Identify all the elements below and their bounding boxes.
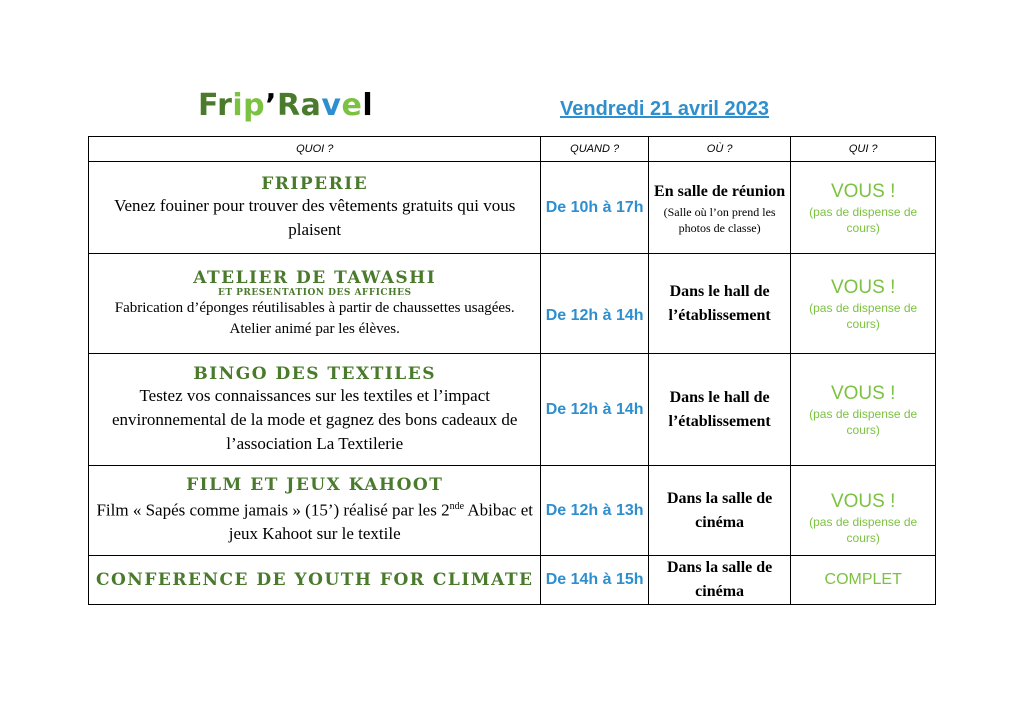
logo-part: ’ <box>265 88 278 123</box>
table-row <box>89 556 936 605</box>
header-ou: OÙ ? <box>648 137 791 162</box>
location-cell <box>648 254 791 354</box>
location-value: Dans la salle de cinéma <box>666 489 773 531</box>
activity-description: Venez fouiner pour trouver des vêtements gratuits qui vous plaisent <box>114 195 516 239</box>
logo-part: e <box>341 88 363 123</box>
activity-description <box>93 495 536 547</box>
location-cell <box>648 466 791 556</box>
event-date: Vendredi 21 avril 2023 <box>560 98 770 120</box>
activity-description: Fabrication d’éponges réutilisables à partir de chaussettes usagées. Atelier animé par les élèves. <box>114 299 515 337</box>
description-text: Abibac et jeux Kahoot sur le textile <box>228 500 533 544</box>
who-note: (pas de dispense de cours) <box>809 204 918 235</box>
location-cell <box>648 556 791 605</box>
logo-part: Ra <box>277 88 322 123</box>
who-value: VOUS ! <box>830 382 896 404</box>
header-qui: QUI ? <box>791 137 936 162</box>
time-value: De 10h à 17h <box>545 198 644 216</box>
who-cell <box>791 466 936 556</box>
who-value: VOUS ! <box>830 180 896 202</box>
time-value: De 12h à 14h <box>545 306 644 324</box>
activity-cell <box>89 162 541 254</box>
table-row <box>89 162 936 254</box>
location-note: (Salle où l’on prend les photos de classe) <box>663 204 776 235</box>
header-quand: QUAND ? <box>541 137 648 162</box>
activity-cell <box>89 254 541 354</box>
activity-subtitle: ET PRESENTATION DES AFFICHES <box>217 287 412 298</box>
location-value: En salle de réunion <box>654 182 786 200</box>
location-value: Dans le hall de l’établissement <box>668 388 771 430</box>
who-note: (pas de dispense de cours) <box>809 300 918 331</box>
who-value: COMPLET <box>824 571 902 588</box>
location-cell <box>648 162 791 254</box>
time-cell <box>541 254 648 354</box>
activity-description: Testez vos connaissances sur les textiles et l’impact environnemental de la mode et gagnez des bons cadeaux de l’association La Textilerie <box>111 385 518 453</box>
description-superscript: nde <box>449 500 465 512</box>
activity-title: ATELIER DE TAWASHI <box>193 267 437 288</box>
logo-part: ip <box>232 88 266 123</box>
time-cell <box>541 556 648 605</box>
who-cell <box>791 162 936 254</box>
activity-title: CONFERENCE DE YOUTH FOR CLIMATE <box>95 570 534 590</box>
activity-cell <box>89 466 541 556</box>
time-value: De 12h à 13h <box>545 501 644 519</box>
activity-title: FRIPERIE <box>261 173 369 194</box>
time-cell <box>541 466 648 556</box>
description-text: Film « Sapés comme jamais » (15’) réalisé par les 2 <box>96 500 450 520</box>
who-value: VOUS ! <box>830 276 896 298</box>
table-row <box>89 466 936 556</box>
activity-cell <box>89 354 541 466</box>
schedule-table <box>88 136 936 605</box>
location-value: Dans le hall de l’établissement <box>668 282 771 324</box>
header-quoi: QUOI ? <box>89 137 541 162</box>
table-header-row <box>89 137 936 162</box>
time-cell <box>541 354 648 466</box>
activity-title: FILM ET JEUX KAHOOT <box>186 474 444 495</box>
time-value: De 12h à 14h <box>545 400 644 418</box>
who-cell <box>791 556 936 605</box>
time-cell <box>541 162 648 254</box>
location-cell <box>648 354 791 466</box>
frip-ravel-logo <box>198 88 373 124</box>
activity-title: BINGO DES TEXTILES <box>193 363 436 384</box>
logo-part: Fr <box>198 88 233 123</box>
table-row <box>89 354 936 466</box>
activity-cell <box>89 556 541 605</box>
logo-part: v <box>321 88 342 123</box>
who-note: (pas de dispense de cours) <box>809 514 918 545</box>
table-row <box>89 254 936 354</box>
who-value: VOUS ! <box>830 490 896 512</box>
who-cell <box>791 354 936 466</box>
time-value: De 14h à 15h <box>545 571 644 588</box>
location-value: Dans la salle de cinéma <box>666 559 773 600</box>
who-cell <box>791 254 936 354</box>
logo-part: l <box>362 88 374 123</box>
who-note: (pas de dispense de cours) <box>809 406 918 437</box>
